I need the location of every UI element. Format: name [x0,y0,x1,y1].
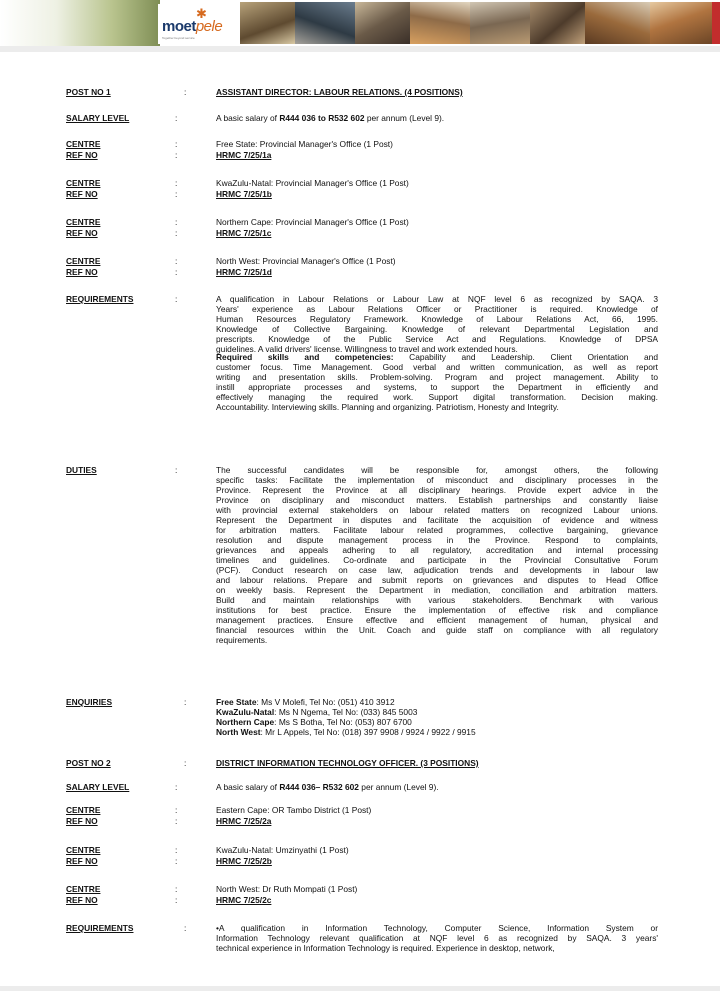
text-line: Province on disciplinary and misconduct matters. Establish partnerships and constantly liaise [216,495,658,505]
centre-label: CENTRE [66,217,101,227]
text-line: Human Resources Regulatory Framework. Knowledge of Labour Relations Act, 66, 1995. [216,314,658,324]
centre-value: KwaZulu-Natal: Umzinyathi (1 Post) [216,845,349,855]
colon: : [184,697,187,707]
salary-text: A basic salary of R444 036 to R532 602 per annum (Level 9). [216,113,445,123]
text-line: Represent the Department in disputes and facilitate the acquisition of evidence and witness [216,515,658,525]
banner-photo [470,2,530,44]
logo-figure-icon: ✱ [196,6,207,21]
text-line: prescripts. Knowledge of the Public Service Act and Regulations. Knowledge of DPSA [216,334,658,344]
colon: : [175,228,178,238]
banner-divider [0,46,720,52]
requirements-label: REQUIREMENTS [66,923,134,933]
colon: : [175,217,178,227]
colon: : [175,267,178,277]
banner-photo [530,2,585,44]
post-title: DISTRICT INFORMATION TECHNOLOGY OFFICER. (3 POSITIONS) [216,758,479,768]
duties-label: DUTIES [66,465,97,475]
logo-text: moetpele [162,18,223,35]
enquiries-label: ENQUIRIES [66,697,113,707]
ref-value: HRMC 7/25/1a [216,150,272,160]
salary-text: A basic salary of R444 036– R532 602 per annum (Level 9). [216,782,439,792]
centre-label: CENTRE [66,178,101,188]
banner-photo [355,2,410,44]
ref-label: REF NO [66,856,98,866]
banner-photo [240,2,295,44]
centre-label: CENTRE [66,139,101,149]
salary-level-label: SALARY LEVEL [66,113,130,123]
colon: : [184,758,187,768]
centre-label: CENTRE [66,805,101,815]
colon: : [175,805,178,815]
banner-photo [650,2,712,44]
ref-value: HRMC 7/25/1b [216,189,272,199]
colon: : [175,294,178,304]
text-line: customer focus. Time Management. Good verbal and written communication, as well as report [216,362,658,372]
colon: : [175,178,178,188]
enquiry-region: Northern Cape [216,717,275,727]
centre-label: CENTRE [66,884,101,894]
text-line: Build and maintain relationships with various stakeholders. Benchmark with various [216,595,658,605]
enquiry-detail: : Ms N Ngema, Tel No: (033) 845 5003 [274,707,418,717]
centre-label: CENTRE [66,845,101,855]
text-line: for arbitration matters. Facilitate labour related programmes, collective bargaining, grievance [216,525,658,535]
ref-label: REF NO [66,895,98,905]
skills-heading: Required skills and competencies: [216,352,394,362]
ref-value: HRMC 7/25/1c [216,228,272,238]
colon: : [175,782,178,792]
text-line: technical experience in Information Technology is required. Experience in desktop, network, [216,943,555,953]
text-line: with provincial external stakeholders on labour related matters on recognized Labour unions. [216,505,658,515]
skills-text [216,352,658,412]
ref-label: REF NO [66,189,98,199]
requirements-text [216,294,658,354]
centre-value: Northern Cape: Provincial Manager's Office (1 Post) [216,217,409,227]
text-line: and labour relations. Prepare and submit reports on grievances and disputes to Head Office [216,575,658,585]
enquiry-detail: : Ms V Molefi, Tel No: (051) 410 3912 [256,697,395,707]
colon: : [175,139,178,149]
text-line: effectively managing the required work. Support digital transformation. Decision making. [216,392,658,402]
text-line: Province. Represent the Province at all disciplinary hearings. Provide expert advice in the [216,485,658,495]
banner-photo [585,2,650,44]
banner-photo [712,2,720,44]
ref-value: HRMC 7/25/2a [216,816,272,826]
colon: : [175,884,178,894]
text-line: writing and presentation skills. Problem-solving. Program and project management. Ability to [216,372,658,382]
colon: : [175,816,178,826]
banner-photo [295,2,355,44]
text-line: Required skills and competencies: Capability and Leadership. Client Orientation and [216,352,658,362]
page-banner [0,0,720,46]
enquiry-region: North West [216,727,261,737]
colon: : [184,87,187,97]
centre-value: KwaZulu-Natal: Provincial Manager's Office (1 Post) [216,178,409,188]
text-line: management practices. Ensure effective and efficient management of human, physical and [216,615,658,625]
centre-value: Eastern Cape: OR Tambo District (1 Post) [216,805,372,815]
requirements-label: REQUIREMENTS [66,294,134,304]
post-title: ASSISTANT DIRECTOR: LABOUR RELATIONS. (4 POSITIONS) [216,87,463,97]
text-line: institutions for best practice. Ensure the implementation of effective risk and compliance [216,605,658,615]
colon: : [175,189,178,199]
text-line: resolution and dispute management process in the Province. Respond to complaints, [216,535,658,545]
text-line: on weekly basis. Represent the Department in mediation, conciliation and arbitration matters. [216,585,658,595]
banner-photo-strip [240,2,720,44]
logo-tagline: Together beyond service [162,36,195,40]
text-line: financial resources within the Unit. Coach and guide staff on compliance with all regulatory [216,625,658,635]
enquiry-detail: : Mr L Appels, Tel No: (018) 397 9908 / 9924 / 9922 / 9915 [260,727,476,737]
banner-gradient [0,0,160,46]
post-number-label: POST NO 2 [66,758,111,768]
enquiry-detail: : Ms S Botha, Tel No: (053) 807 6700 [274,717,412,727]
enquiry-region: Free State [216,697,257,707]
text-line: Information Technology relevant qualification at NQF level 6 as recognized by SAQA. 3 years' [216,933,658,943]
ref-value: HRMC 7/25/2c [216,895,272,905]
colon: : [175,845,178,855]
text-line: requirements. [216,635,268,645]
centre-value: North West: Provincial Manager's Office (1 Post) [216,256,396,266]
text-line: Years' experience as Labour Relations Officer or Practitioner is required. Knowledge of [216,304,658,314]
text-line: specific tasks: Facilitate the implementation of misconduct and disciplinary processes in the [216,475,658,485]
text-line: •A qualification in Information Technology, Computer Science, Information System or [216,923,658,933]
text-line: timelines and guidelines. Co-ordinate and participate in the Provincial Consultative Forum [216,555,658,565]
ref-label: REF NO [66,228,98,238]
ref-value: HRMC 7/25/1d [216,267,272,277]
moetapele-logo [158,4,240,44]
text-line: Knowledge of Collective Bargaining. Knowledge of relevant Departmental Legislation and [216,324,658,334]
text-line: (PCF). Conduct research on case law, adjudication trends and developments in labour law [216,565,658,575]
text-line: guidelines. A valid drivers' license. Willingness to travel and work extended hours. [216,344,518,354]
centre-value: Free State: Provincial Manager's Office (1 Post) [216,139,393,149]
text-line: The successful candidates will be responsible for, amongst others, the following [216,465,658,475]
text-line: instill appropriate processes and systems, to support the Department in efficiently and [216,382,658,392]
colon: : [175,150,178,160]
text-line: Accountability. Interviewing skills. Planning and organizing. Patriotism, Honesty and Integrity. [216,402,559,412]
duties-text [216,465,658,645]
text-line: grievances and appeals adhering to all regulatory, accreditation and internal processing [216,545,658,555]
requirements-text [216,923,658,953]
centre-value: North West: Dr Ruth Mompati (1 Post) [216,884,358,894]
page-footer-bar [0,986,720,991]
ref-label: REF NO [66,816,98,826]
colon: : [184,923,187,933]
text-line: A qualification in Labour Relations or Labour Law at NQF level 6 as recognized by SAQA. 3 [216,294,658,304]
salary-level-label: SALARY LEVEL [66,782,130,792]
ref-label: REF NO [66,267,98,277]
colon: : [175,856,178,866]
colon: : [175,895,178,905]
enquiry-region: KwaZulu-Natal [216,707,275,717]
centre-label: CENTRE [66,256,101,266]
banner-photo [410,2,470,44]
ref-label: REF NO [66,150,98,160]
colon: : [175,465,178,475]
post-number-label: POST NO 1 [66,87,111,97]
ref-value: HRMC 7/25/2b [216,856,272,866]
colon: : [175,256,178,266]
colon: : [175,113,178,123]
